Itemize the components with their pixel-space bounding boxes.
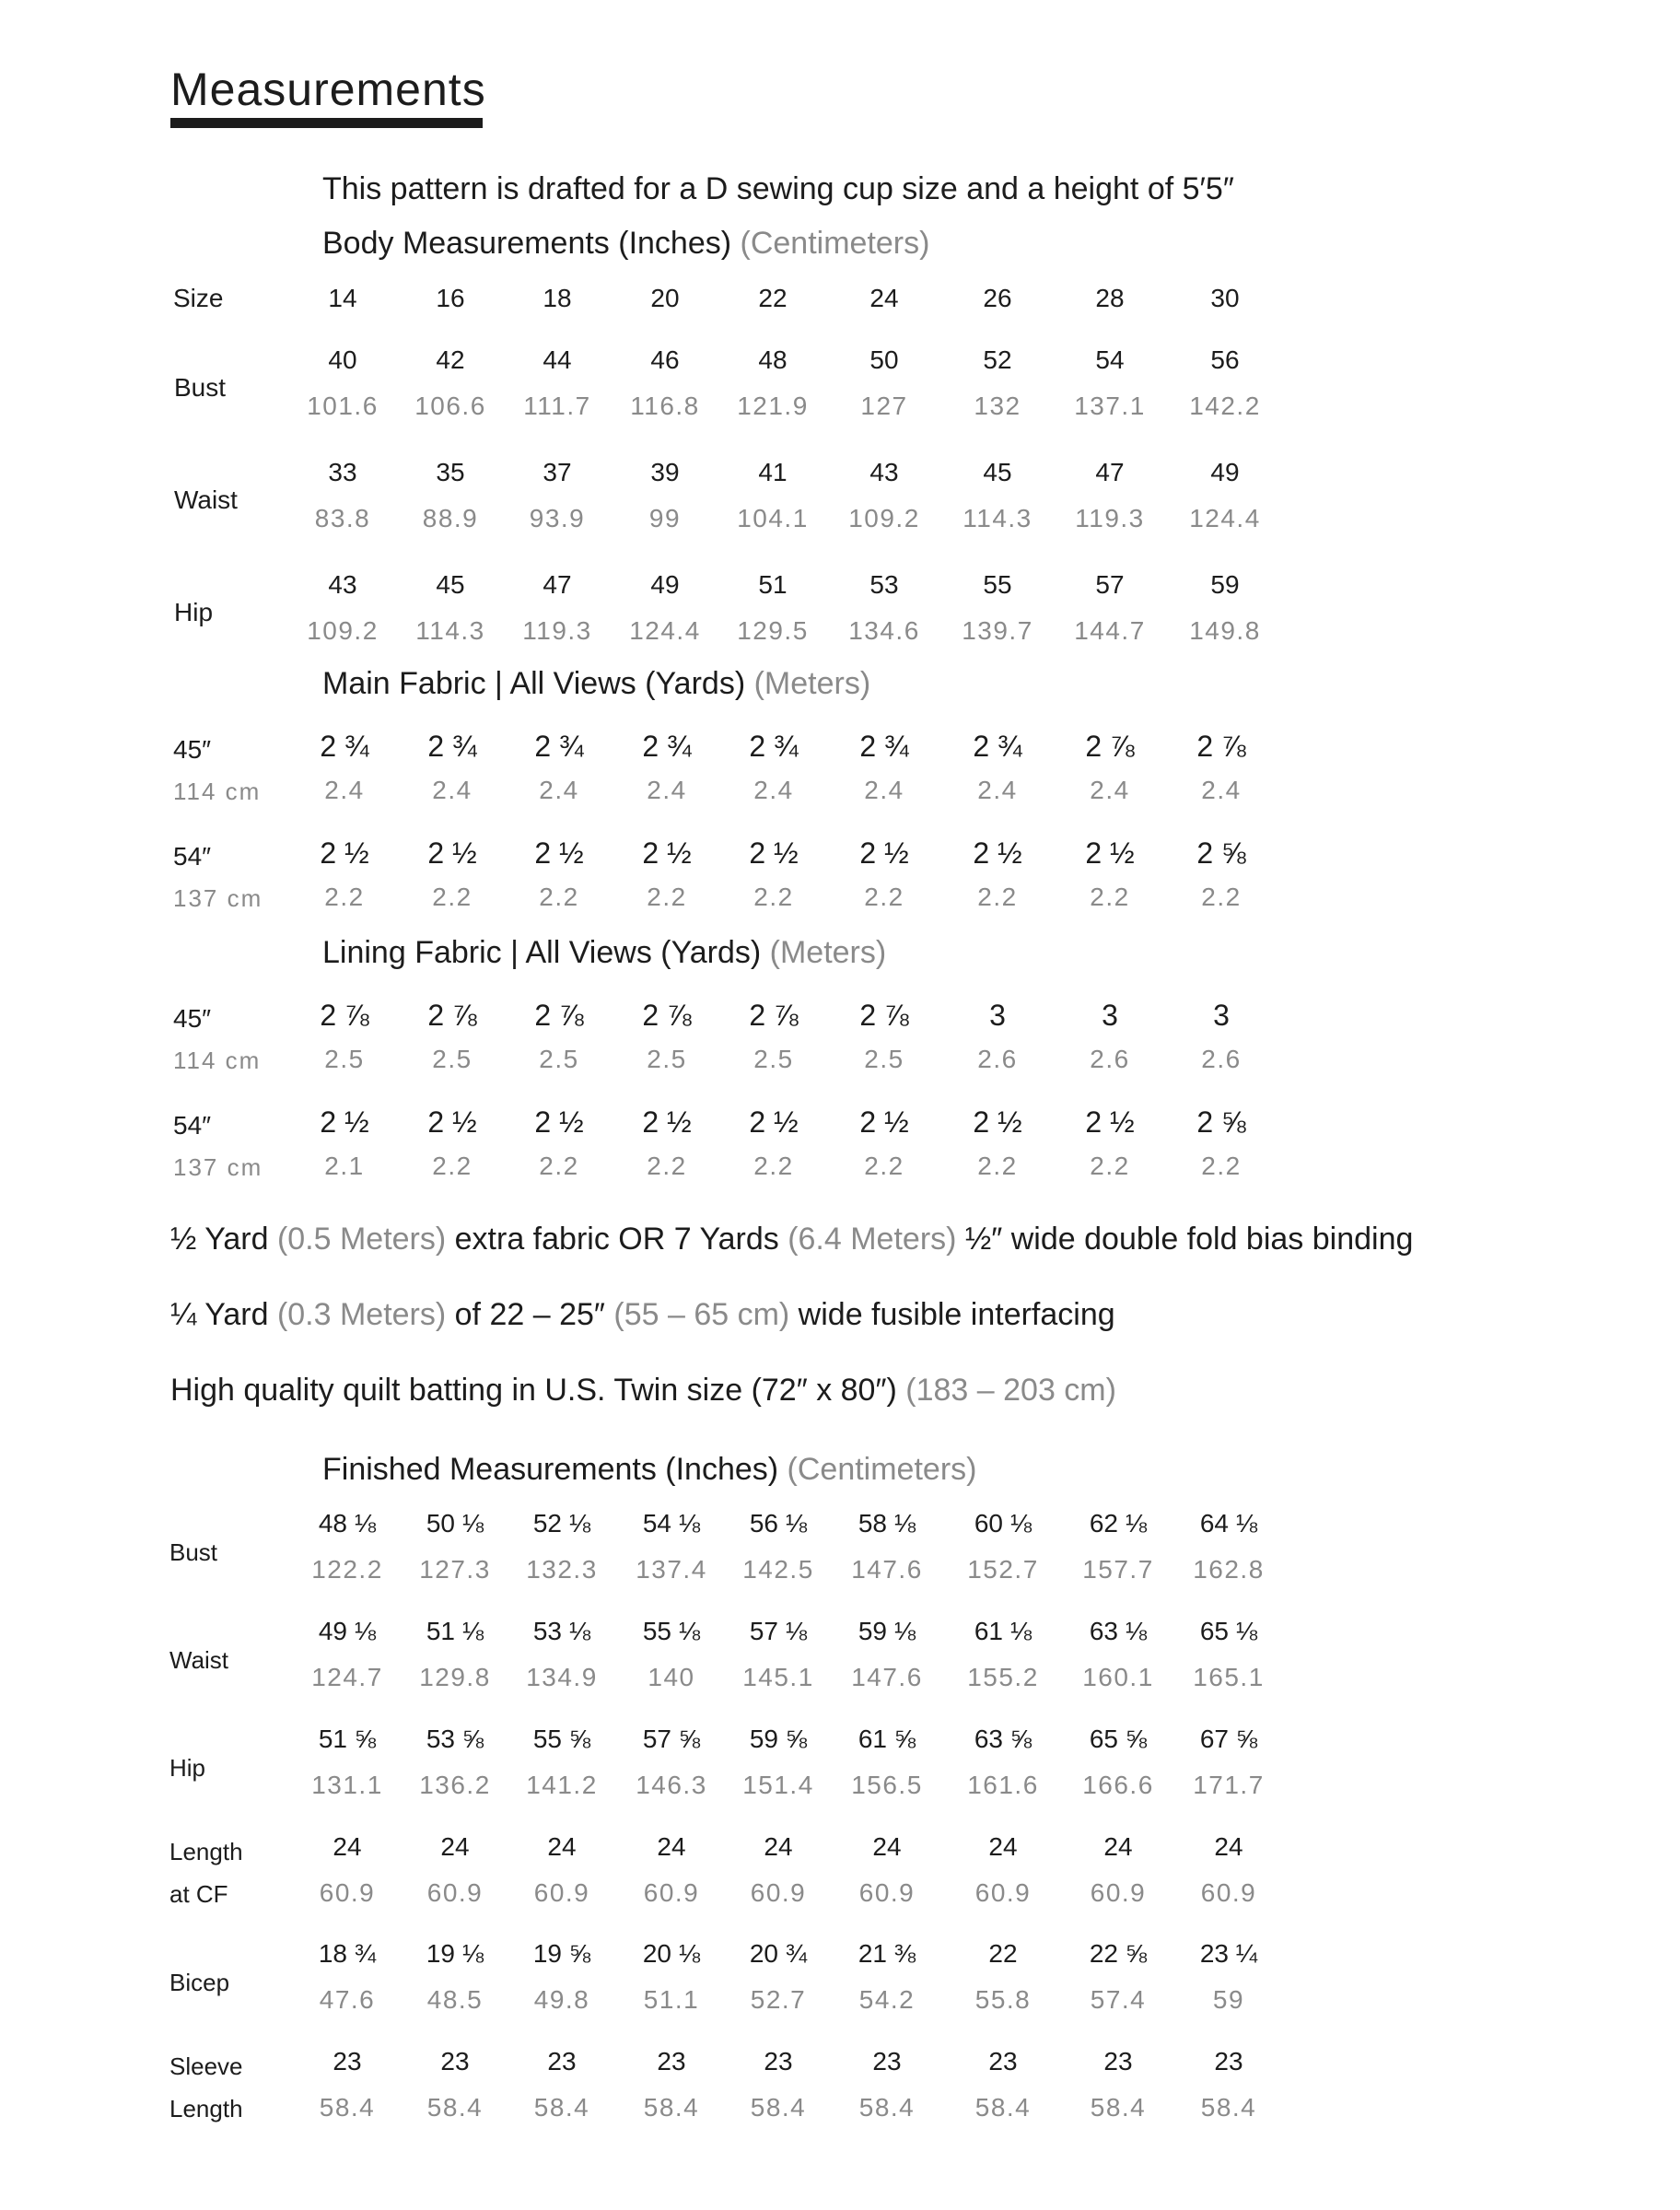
finished-inch-value: 24 <box>1214 1832 1243 1861</box>
finished-cm-value: 165.1 <box>1193 1663 1265 1691</box>
body-inch-value: 56 <box>1210 345 1240 374</box>
main-fabric-yard-value: 2 ½ <box>427 836 477 870</box>
main-fabric-meter-value: 2.4 <box>977 776 1018 804</box>
finished-row-label: Length <box>169 1838 243 1865</box>
finished-inch-value: 24 <box>440 1832 470 1861</box>
main-fabric-meter-value: 2.4 <box>647 776 687 804</box>
body-inch-value: 55 <box>983 570 1012 599</box>
finished-inch-value: 20 ¾ <box>749 1939 808 1968</box>
body-cm-value: 109.2 <box>307 616 379 645</box>
body-inch-value: 46 <box>650 345 680 374</box>
finished-row-label: Bicep <box>169 1969 230 1996</box>
finished-inch-value: 59 ⅝ <box>749 1725 808 1753</box>
finished-cm-value: 127.3 <box>419 1555 491 1584</box>
body-row-label: Waist <box>174 485 238 514</box>
finished-inch-value: 23 <box>1214 2047 1243 2076</box>
body-row-label: Bust <box>174 373 227 402</box>
main-fabric-meter-value: 2.2 <box>977 883 1018 911</box>
main-fabric-yard-value: 2 ¾ <box>534 730 584 763</box>
lining-fabric-meter-value: 2.5 <box>647 1045 687 1073</box>
finished-cm-value: 147.6 <box>851 1555 923 1584</box>
body-cm-value: 106.6 <box>414 392 486 420</box>
finished-inch-value: 24 <box>547 1832 577 1861</box>
finished-cm-value: 59 <box>1212 1985 1245 2014</box>
finished-inch-value: 23 <box>547 2047 577 2076</box>
size-value: 26 <box>983 284 1012 312</box>
finished-cm-value: 54.2 <box>858 1985 916 2014</box>
finished-cm-value: 60.9 <box>426 1878 484 1907</box>
finished-inch-value: 56 ⅛ <box>749 1509 808 1538</box>
note-metric-text: (0.5 Meters) <box>276 1222 447 1257</box>
main-fabric-meter-value: 2.2 <box>432 883 472 911</box>
finished-inch-value: 67 ⅝ <box>1199 1725 1258 1753</box>
main-fabric-meter-value: 2.4 <box>1090 776 1130 804</box>
body-inch-value: 50 <box>869 345 899 374</box>
body-cm-value: 119.3 <box>1075 504 1145 532</box>
finished-inch-value: 63 ⅝ <box>974 1725 1032 1753</box>
main-fabric-yard-value: 2 ½ <box>1085 836 1135 870</box>
main-fabric-meter-value: 2.2 <box>324 883 365 911</box>
finished-cm-value: 137.4 <box>636 1555 707 1584</box>
lining-fabric-meter-value: 2.5 <box>324 1045 365 1073</box>
finished-inch-value: 53 ⅛ <box>532 1617 591 1645</box>
finished-inch-value: 23 <box>988 2047 1018 2076</box>
body-cm-value: 149.8 <box>1189 616 1261 645</box>
finished-cm-value: 60.9 <box>974 1878 1032 1907</box>
body-cm-value: 121.9 <box>737 392 809 420</box>
finished-cm-value: 58.4 <box>750 2093 807 2122</box>
main-fabric-yard-value: 2 ½ <box>973 836 1022 870</box>
main-fabric-yard-value: 2 ½ <box>859 836 909 870</box>
body-inch-value: 54 <box>1095 345 1125 374</box>
finished-inch-value: 51 ⅛ <box>426 1617 484 1645</box>
body-measurements-heading-alt-units: (Centimeters) <box>731 226 930 261</box>
body-cm-value: 111.7 <box>523 392 591 420</box>
main-fabric-yard-value: 2 ¾ <box>859 730 909 763</box>
note-text: wide fusible interfacing <box>789 1297 1115 1332</box>
main-fabric-width-label: 45″ <box>173 735 212 764</box>
finished-inch-value: 61 ⅛ <box>974 1617 1032 1645</box>
finished-inch-value: 19 ⅝ <box>532 1939 591 1968</box>
finished-inch-value: 48 ⅛ <box>318 1509 377 1538</box>
body-cm-value: 88.9 <box>422 504 479 532</box>
lining-fabric-meter-value: 2.2 <box>539 1152 579 1180</box>
finished-cm-value: 160.1 <box>1082 1663 1154 1691</box>
main-fabric-meter-value: 2.2 <box>539 883 579 911</box>
lining-fabric-yard-value: 3 <box>1102 999 1118 1032</box>
finished-cm-value: 122.2 <box>311 1555 383 1584</box>
main-fabric-meter-value: 2.4 <box>539 776 579 804</box>
finished-cm-value: 124.7 <box>311 1663 383 1691</box>
finished-cm-value: 129.8 <box>419 1663 491 1691</box>
body-cm-value: 114.3 <box>415 616 485 645</box>
finished-inch-value: 61 ⅝ <box>858 1725 916 1753</box>
body-inch-value: 51 <box>758 570 788 599</box>
size-value: 22 <box>758 284 788 312</box>
body-inch-value: 45 <box>436 570 465 599</box>
body-inch-value: 40 <box>328 345 357 374</box>
finished-cm-value: 58.4 <box>533 2093 590 2122</box>
lining-fabric-yard-value: 2 ⅞ <box>642 999 692 1032</box>
finished-cm-value: 142.5 <box>742 1555 814 1584</box>
finished-row-label-line2: at CF <box>169 1880 228 1908</box>
finished-inch-value: 55 ⅝ <box>532 1725 591 1753</box>
lining-fabric-meter-value: 2.2 <box>864 1152 904 1180</box>
lining-fabric-meter-value: 2.6 <box>1201 1045 1242 1073</box>
body-cm-value: 114.3 <box>962 504 1032 532</box>
finished-inch-value: 18 ¾ <box>318 1939 377 1968</box>
title-underline <box>170 118 483 128</box>
lining-fabric-yard-value: 2 ⅞ <box>427 999 477 1032</box>
body-cm-value: 119.3 <box>522 616 592 645</box>
finished-cm-value: 60.9 <box>750 1878 807 1907</box>
finished-cm-value: 51.1 <box>643 1985 700 2014</box>
main-fabric-meter-value: 2.4 <box>753 776 794 804</box>
finished-cm-value: 161.6 <box>967 1771 1039 1799</box>
main-fabric-yard-value: 2 ¾ <box>973 730 1022 763</box>
body-measurements-heading-text: Body Measurements (Inches) <box>322 226 732 261</box>
finished-cm-value: 48.5 <box>426 1985 484 2014</box>
lining-fabric-heading-alt-units: (Meters) <box>761 935 887 970</box>
note-metric-text: (183 – 203 cm) <box>905 1373 1116 1408</box>
finished-inch-value: 51 ⅝ <box>318 1725 377 1753</box>
body-inch-value: 53 <box>869 570 899 599</box>
body-cm-value: 142.2 <box>1189 392 1261 420</box>
lining-fabric-meter-value: 2.2 <box>1201 1152 1242 1180</box>
body-cm-value: 83.8 <box>314 504 371 532</box>
finished-cm-value: 140 <box>648 1663 695 1691</box>
body-inch-value: 39 <box>650 458 680 486</box>
finished-inch-value: 19 ⅛ <box>426 1939 484 1968</box>
finished-cm-value: 58.4 <box>1200 2093 1257 2122</box>
body-cm-value: 124.4 <box>1189 504 1261 532</box>
finished-cm-value: 49.8 <box>533 1985 590 2014</box>
finished-cm-value: 141.2 <box>526 1771 598 1799</box>
size-value: 14 <box>328 284 357 312</box>
body-inch-value: 43 <box>869 458 899 486</box>
lining-fabric-meter-value: 2.2 <box>432 1152 472 1180</box>
main-fabric-yard-value: 2 ½ <box>320 836 369 870</box>
finished-inch-value: 24 <box>872 1832 902 1861</box>
finished-cm-value: 166.6 <box>1082 1771 1154 1799</box>
main-fabric-meter-value: 2.4 <box>1201 776 1242 804</box>
lining-fabric-meter-value: 2.5 <box>753 1045 794 1073</box>
main-fabric-width-label: 54″ <box>173 842 212 871</box>
main-fabric-width-cm-label: 137 cm <box>173 884 263 912</box>
lining-fabric-width-cm-label: 114 cm <box>173 1047 262 1074</box>
lining-fabric-meter-value: 2.2 <box>647 1152 687 1180</box>
finished-inch-value: 57 ⅛ <box>749 1617 808 1645</box>
main-fabric-meter-value: 2.2 <box>1201 883 1242 911</box>
main-fabric-heading-text: Main Fabric | All Views (Yards) <box>322 666 746 701</box>
body-inch-value: 41 <box>758 458 788 486</box>
main-fabric-meter-value: 2.4 <box>432 776 472 804</box>
lining-fabric-yard-value: 2 ⅝ <box>1196 1105 1246 1139</box>
lining-fabric-yard-value: 2 ½ <box>427 1105 477 1139</box>
finished-inch-value: 24 <box>657 1832 686 1861</box>
finished-inch-value: 54 ⅛ <box>642 1509 701 1538</box>
body-cm-value: 137.1 <box>1074 392 1146 420</box>
lining-fabric-yard-value: 3 <box>989 999 1006 1032</box>
body-cm-value: 99 <box>648 504 682 532</box>
body-cm-value: 93.9 <box>529 504 586 532</box>
main-fabric-yard-value: 2 ⅝ <box>1196 836 1246 870</box>
finished-inch-value: 50 ⅛ <box>426 1509 484 1538</box>
finished-inch-value: 49 ⅛ <box>318 1617 377 1645</box>
main-fabric-meter-value: 2.2 <box>864 883 904 911</box>
body-inch-value: 59 <box>1210 570 1240 599</box>
finished-cm-value: 47.6 <box>319 1985 376 2014</box>
finished-inch-value: 59 ⅛ <box>858 1617 916 1645</box>
finished-cm-value: 60.9 <box>319 1878 376 1907</box>
finished-inch-value: 23 <box>657 2047 686 2076</box>
finished-cm-value: 156.5 <box>851 1771 923 1799</box>
finished-inch-value: 52 ⅛ <box>532 1509 591 1538</box>
finished-inch-value: 65 ⅛ <box>1199 1617 1258 1645</box>
lining-fabric-meter-value: 2.2 <box>1090 1152 1130 1180</box>
intro-text: This pattern is drafted for a D sewing cup size and a height of 5′5″ <box>322 171 1234 206</box>
lining-fabric-meter-value: 2.5 <box>539 1045 579 1073</box>
note-text: of 22 – 25″ <box>446 1297 614 1332</box>
lining-fabric-width-cm-label: 137 cm <box>173 1153 263 1181</box>
main-fabric-yard-value: 2 ¾ <box>642 730 692 763</box>
lining-fabric-yard-value: 2 ½ <box>973 1105 1022 1139</box>
finished-cm-value: 58.4 <box>426 2093 484 2122</box>
main-fabric-meter-value: 2.4 <box>324 776 365 804</box>
finished-inch-value: 63 ⅛ <box>1089 1617 1148 1645</box>
finished-inch-value: 20 ⅛ <box>642 1939 701 1968</box>
size-value: 16 <box>436 284 465 312</box>
finished-cm-value: 147.6 <box>851 1663 923 1691</box>
body-cm-value: 101.6 <box>307 392 379 420</box>
finished-cm-value: 134.9 <box>526 1663 598 1691</box>
note-text: extra fabric OR 7 Yards <box>446 1222 788 1257</box>
size-value: 28 <box>1095 284 1125 312</box>
body-cm-value: 139.7 <box>962 616 1033 645</box>
finished-cm-value: 151.4 <box>742 1771 814 1799</box>
body-inch-value: 35 <box>436 458 465 486</box>
page-title: Measurements <box>170 64 486 115</box>
finished-cm-value: 60.9 <box>643 1878 700 1907</box>
body-inch-value: 49 <box>1210 458 1240 486</box>
lining-fabric-yard-value: 2 ½ <box>859 1105 909 1139</box>
finished-cm-value: 58.4 <box>858 2093 916 2122</box>
size-value: 20 <box>650 284 680 312</box>
finished-inch-value: 55 ⅛ <box>642 1617 701 1645</box>
finished-cm-value: 145.1 <box>742 1663 814 1691</box>
finished-row-label: Hip <box>169 1754 206 1782</box>
finished-cm-value: 157.7 <box>1082 1555 1154 1584</box>
main-fabric-meter-value: 2.2 <box>1090 883 1130 911</box>
lining-fabric-heading <box>322 935 886 971</box>
main-fabric-meter-value: 2.4 <box>864 776 904 804</box>
finished-inch-value: 21 ⅜ <box>858 1939 916 1968</box>
main-fabric-width-cm-label: 114 cm <box>173 778 262 805</box>
finished-inch-value: 62 ⅛ <box>1089 1509 1148 1538</box>
finished-cm-value: 146.3 <box>636 1771 707 1799</box>
lining-fabric-yard-value: 2 ⅞ <box>749 999 799 1032</box>
finished-inch-value: 22 <box>988 1939 1018 1968</box>
body-inch-value: 45 <box>983 458 1012 486</box>
body-inch-value: 43 <box>328 570 357 599</box>
finished-inch-value: 24 <box>764 1832 793 1861</box>
body-cm-value: 127 <box>860 392 908 420</box>
main-fabric-yard-value: 2 ½ <box>749 836 799 870</box>
lining-fabric-yard-value: 2 ½ <box>534 1105 584 1139</box>
lining-fabric-meter-value: 2.6 <box>1090 1045 1130 1073</box>
main-fabric-yard-value: 2 ¾ <box>320 730 369 763</box>
finished-cm-value: 60.9 <box>858 1878 916 1907</box>
body-cm-value: 124.4 <box>629 616 701 645</box>
body-inch-value: 49 <box>650 570 680 599</box>
main-fabric-meter-value: 2.2 <box>753 883 794 911</box>
finished-cm-value: 132.3 <box>526 1555 598 1584</box>
finished-inch-value: 23 <box>872 2047 902 2076</box>
body-cm-value: 132 <box>974 392 1021 420</box>
finished-inch-value: 22 ⅝ <box>1089 1939 1148 1968</box>
finished-cm-value: 57.4 <box>1090 1985 1147 2014</box>
lining-fabric-meter-value: 2.5 <box>432 1045 472 1073</box>
main-fabric-yard-value: 2 ½ <box>534 836 584 870</box>
body-cm-value: 104.1 <box>737 504 809 532</box>
finished-cm-value: 58.4 <box>1090 2093 1147 2122</box>
body-cm-value: 144.7 <box>1074 616 1146 645</box>
size-value: 30 <box>1210 284 1240 312</box>
note-metric-text: (55 – 65 cm) <box>613 1297 790 1332</box>
main-fabric-meter-value: 2.2 <box>647 883 687 911</box>
finished-cm-value: 152.7 <box>967 1555 1039 1584</box>
finished-inch-value: 24 <box>1103 1832 1133 1861</box>
finished-cm-value: 131.1 <box>311 1771 383 1799</box>
fabric-note <box>170 1297 1115 1333</box>
finished-inch-value: 23 <box>440 2047 470 2076</box>
finished-row-label-line2: Length <box>169 2095 243 2122</box>
note-metric-text: (6.4 Meters) <box>788 1222 957 1257</box>
lining-fabric-meter-value: 2.6 <box>977 1045 1018 1073</box>
main-fabric-yard-value: 2 ⅞ <box>1085 730 1135 763</box>
finished-inch-value: 23 <box>1103 2047 1133 2076</box>
lining-fabric-yard-value: 3 <box>1213 999 1230 1032</box>
finished-row-label: Waist <box>169 1646 229 1674</box>
note-text: High quality quilt batting in U.S. Twin size (72″ x 80″) <box>170 1373 906 1408</box>
body-inch-value: 57 <box>1095 570 1125 599</box>
lining-fabric-meter-value: 2.2 <box>977 1152 1018 1180</box>
finished-cm-value: 60.9 <box>1200 1878 1257 1907</box>
fabric-note <box>170 1222 1413 1257</box>
finished-inch-value: 23 <box>764 2047 793 2076</box>
fabric-note <box>170 1373 1116 1409</box>
body-measurements-heading <box>322 226 929 262</box>
finished-cm-value: 136.2 <box>419 1771 491 1799</box>
finished-inch-value: 24 <box>332 1832 362 1861</box>
finished-inch-value: 53 ⅝ <box>426 1725 484 1753</box>
finished-inch-value: 23 ¼ <box>1199 1939 1258 1968</box>
body-inch-value: 42 <box>436 345 465 374</box>
main-fabric-yard-value: 2 ⅞ <box>1196 730 1246 763</box>
lining-fabric-yard-value: 2 ½ <box>642 1105 692 1139</box>
finished-cm-value: 58.4 <box>319 2093 376 2122</box>
finished-row-label: Bust <box>169 1538 218 1566</box>
finished-row-label: Sleeve <box>169 2052 243 2080</box>
lining-fabric-width-label: 54″ <box>173 1111 212 1140</box>
finished-inch-value: 24 <box>988 1832 1018 1861</box>
note-text: ¼ Yard <box>170 1297 277 1332</box>
body-inch-value: 48 <box>758 345 788 374</box>
lining-fabric-yard-value: 2 ⅞ <box>320 999 369 1032</box>
note-text: ½″ wide double fold bias binding <box>956 1222 1414 1257</box>
size-value: 18 <box>542 284 572 312</box>
size-label: Size <box>173 284 224 312</box>
body-inch-value: 47 <box>1095 458 1125 486</box>
body-cm-value: 134.6 <box>848 616 920 645</box>
finished-cm-value: 60.9 <box>1090 1878 1147 1907</box>
lining-fabric-yard-value: 2 ½ <box>320 1105 369 1139</box>
finished-cm-value: 60.9 <box>533 1878 590 1907</box>
lining-fabric-meter-value: 2.5 <box>864 1045 904 1073</box>
body-cm-value: 116.8 <box>630 392 700 420</box>
main-fabric-yard-value: 2 ¾ <box>427 730 477 763</box>
lining-fabric-heading-text: Lining Fabric | All Views (Yards) <box>322 935 762 970</box>
finished-cm-value: 52.7 <box>750 1985 807 2014</box>
body-inch-value: 44 <box>542 345 572 374</box>
lining-fabric-yard-value: 2 ⅞ <box>859 999 909 1032</box>
body-inch-value: 37 <box>542 458 572 486</box>
lining-fabric-meter-value: 2.2 <box>753 1152 794 1180</box>
main-fabric-heading-alt-units: (Meters) <box>745 666 871 701</box>
finished-cm-value: 155.2 <box>967 1663 1039 1691</box>
finished-inch-value: 57 ⅝ <box>642 1725 701 1753</box>
finished-inch-value: 64 ⅛ <box>1199 1509 1258 1538</box>
finished-inch-value: 65 ⅝ <box>1089 1725 1148 1753</box>
body-row-label: Hip <box>174 598 214 626</box>
main-fabric-heading <box>322 666 870 702</box>
lining-fabric-yard-value: 2 ½ <box>1085 1105 1135 1139</box>
main-fabric-yard-value: 2 ½ <box>642 836 692 870</box>
size-value: 24 <box>869 284 899 312</box>
finished-inch-value: 23 <box>332 2047 362 2076</box>
finished-measurements-heading <box>322 1452 976 1488</box>
finished-cm-value: 162.8 <box>1193 1555 1265 1584</box>
body-cm-value: 109.2 <box>848 504 920 532</box>
body-inch-value: 52 <box>983 345 1012 374</box>
finished-cm-value: 171.7 <box>1193 1771 1265 1799</box>
note-text: ½ Yard <box>170 1222 277 1257</box>
finished-inch-value: 58 ⅛ <box>858 1509 916 1538</box>
finished-cm-value: 58.4 <box>974 2093 1032 2122</box>
body-inch-value: 33 <box>328 458 357 486</box>
note-metric-text: (0.3 Meters) <box>276 1297 447 1332</box>
finished-inch-value: 60 ⅛ <box>974 1509 1032 1538</box>
finished-measurements-heading-alt-units: (Centimeters) <box>778 1452 977 1487</box>
body-inch-value: 47 <box>542 570 572 599</box>
finished-cm-value: 55.8 <box>974 1985 1032 2014</box>
lining-fabric-meter-value: 2.1 <box>324 1152 365 1180</box>
lining-fabric-yard-value: 2 ½ <box>749 1105 799 1139</box>
finished-measurements-heading-text: Finished Measurements (Inches) <box>322 1452 779 1487</box>
body-cm-value: 129.5 <box>737 616 809 645</box>
main-fabric-yard-value: 2 ¾ <box>749 730 799 763</box>
finished-cm-value: 58.4 <box>643 2093 700 2122</box>
lining-fabric-yard-value: 2 ⅞ <box>534 999 584 1032</box>
lining-fabric-width-label: 45″ <box>173 1004 212 1033</box>
